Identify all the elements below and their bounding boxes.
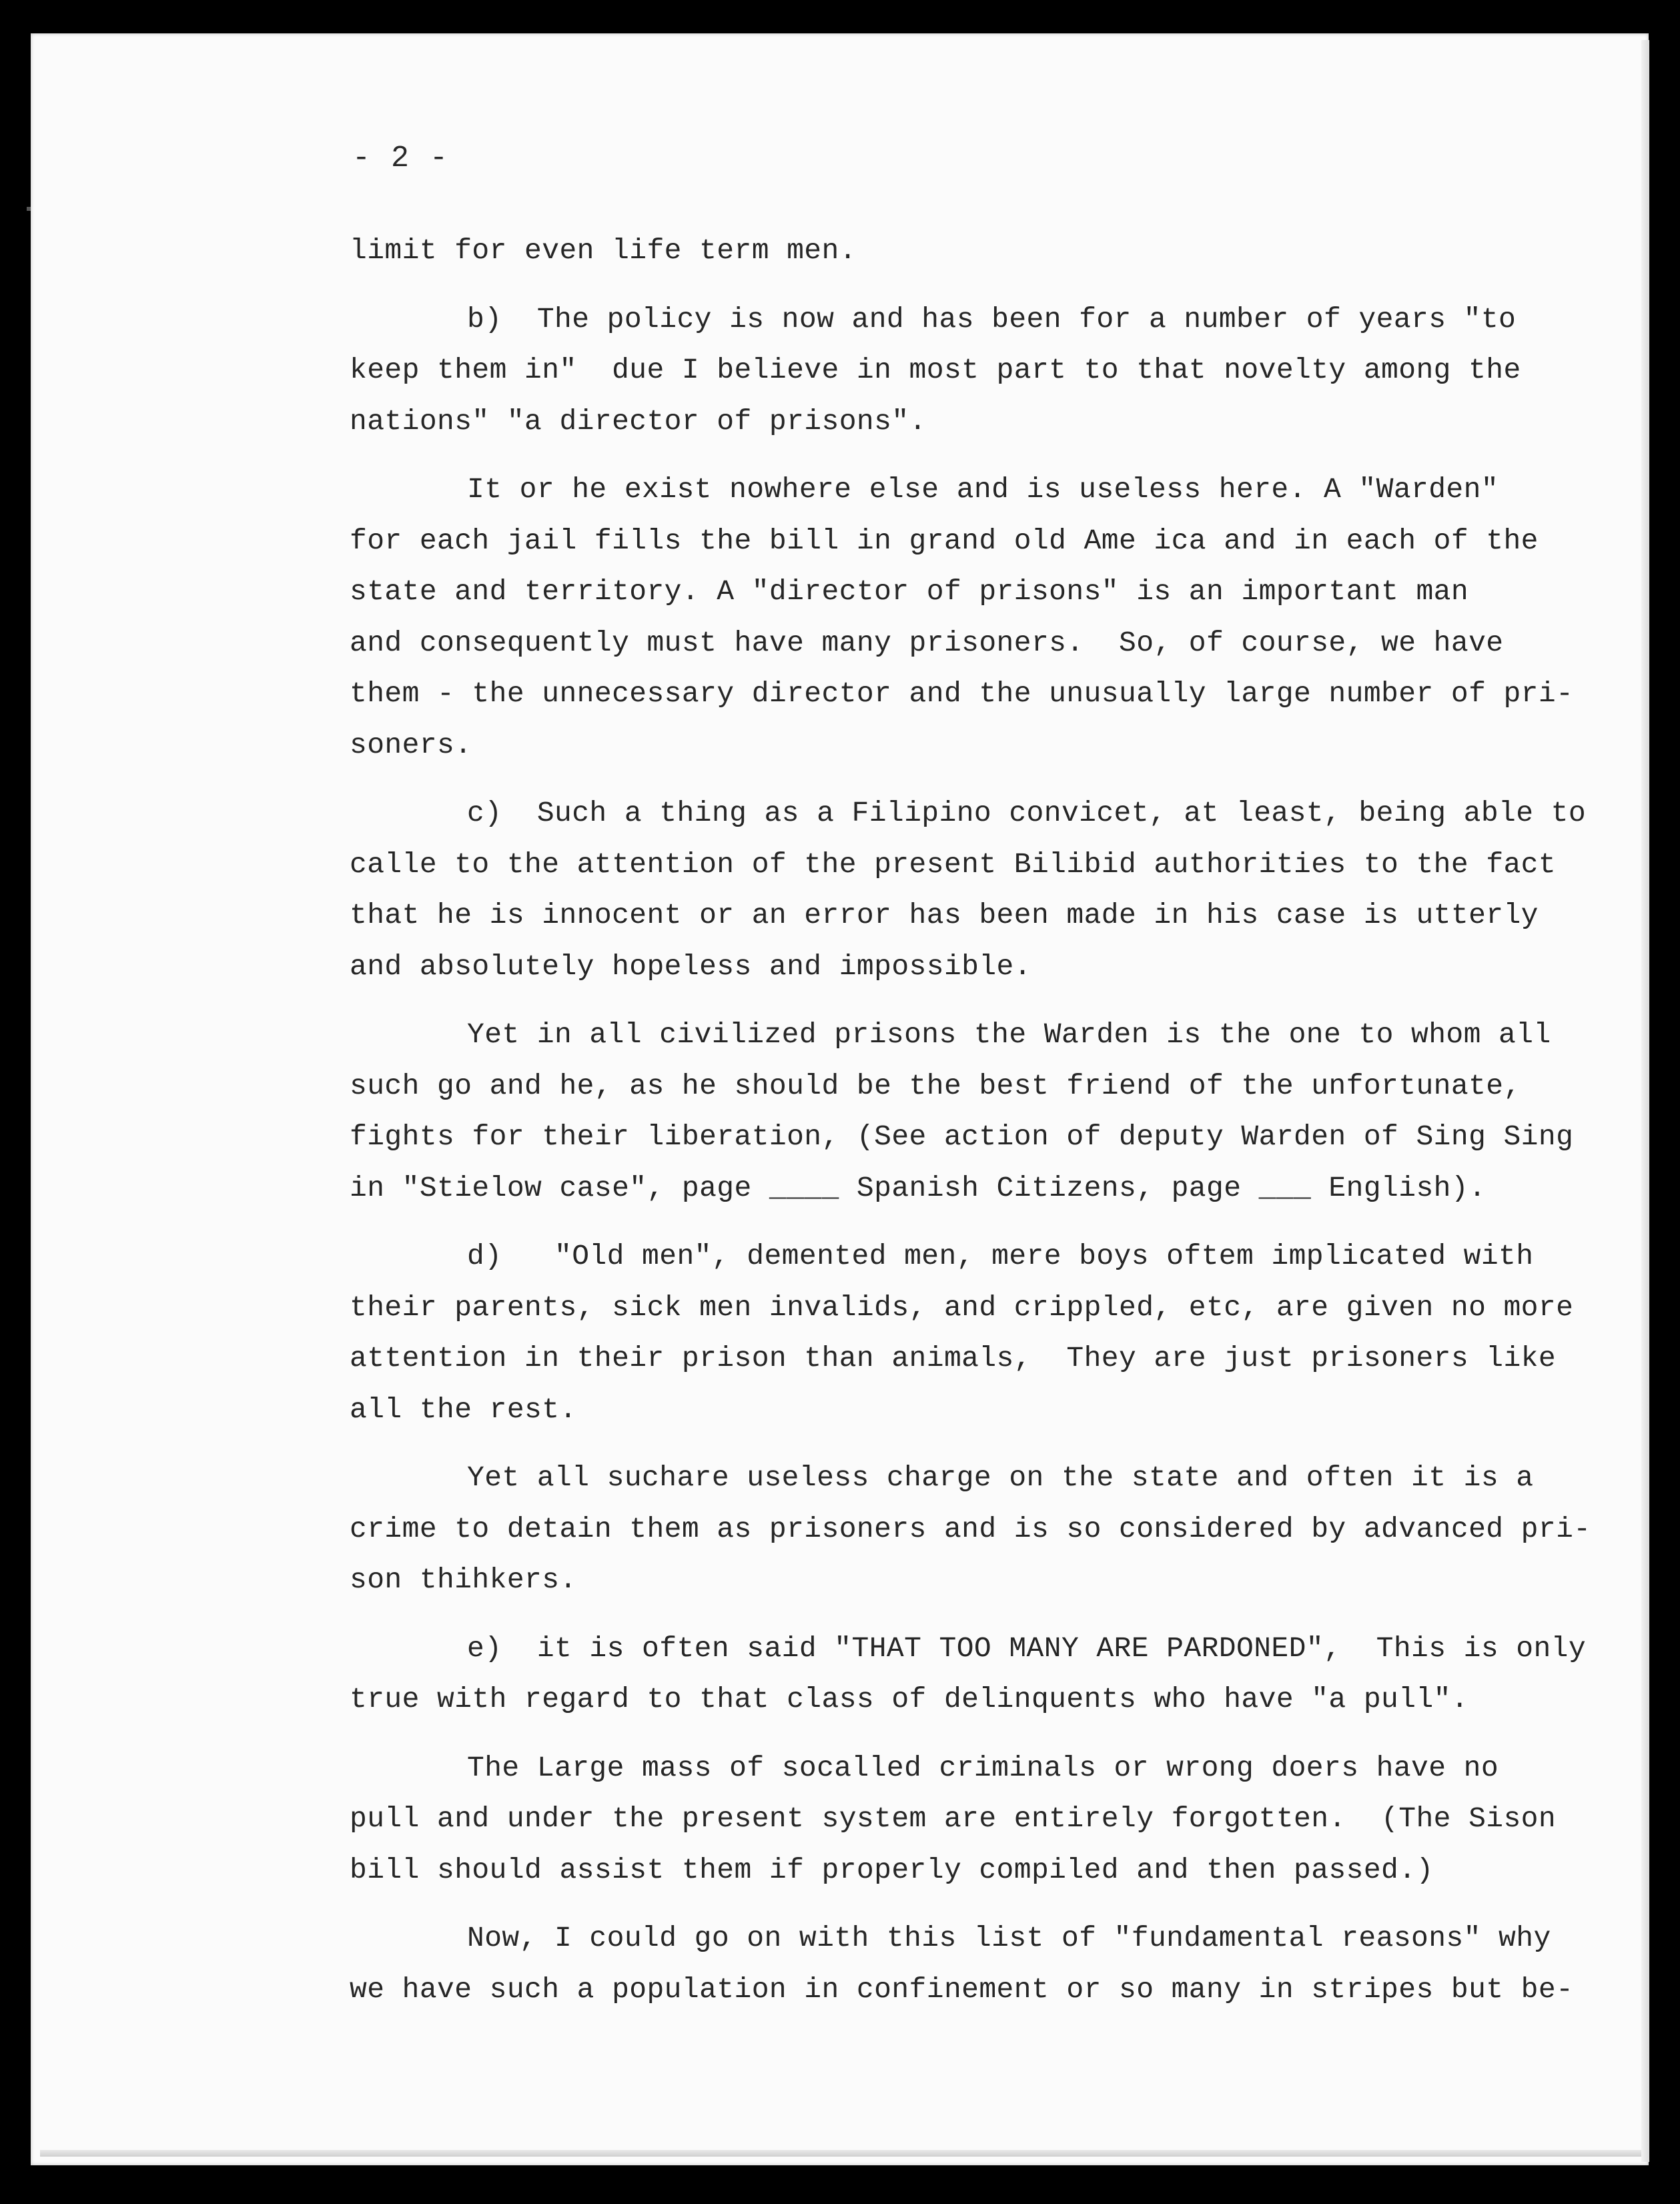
- text-line: their parents, sick men invalids, and crippled, etc, are given no more: [350, 1291, 1574, 1324]
- paragraph: [350, 1010, 1574, 1214]
- paragraph: [350, 464, 1574, 771]
- text-line: that he is innocent or an error has been made in his case is utterly: [350, 899, 1539, 932]
- text-line: for each jail fills the bill in grand old Ame ica and in each of the: [350, 524, 1539, 557]
- paragraph-gap: [350, 277, 1551, 294]
- text-line: son thihkers.: [350, 1563, 577, 1596]
- text-line: true with regard to that class of delinquents who have "a pull".: [350, 1683, 1469, 1716]
- text-line: limit for even life term men.: [350, 234, 857, 267]
- page-edge-right: [1641, 40, 1649, 2162]
- paragraph-gap: [350, 1726, 1551, 1743]
- text-line: such go and he, as he should be the best friend of the unfortunate,: [350, 1069, 1521, 1102]
- paragraph: [350, 294, 1551, 448]
- text-line: all the rest.: [350, 1393, 577, 1426]
- text-line: e) it is often said "THAT TOO MANY ARE PARDONED", This is only: [467, 1631, 1587, 1665]
- text-line: It or he exist nowhere else and is useless here. A "Warden": [467, 473, 1499, 506]
- paragraph-gap: [350, 1896, 1551, 1913]
- paragraph-gap: [350, 1606, 1551, 1623]
- paragraph-gap: [350, 992, 1551, 1010]
- text-line: and absolutely hopeless and impossible.: [350, 950, 1031, 983]
- text-line: Yet all suchare useless charge on the state and often it is a: [467, 1461, 1534, 1494]
- page-edge-bottom: [40, 2150, 1641, 2157]
- text-line: keep them in" due I believe in most part to that novelty among the: [350, 354, 1521, 386]
- paragraph: [350, 1913, 1574, 2015]
- paragraph-gap: [350, 1435, 1551, 1453]
- text-line: fights for their liberation, (See action of deputy Warden of Sing Sing: [350, 1120, 1574, 1153]
- paragraph: [350, 1623, 1587, 1726]
- paragraph-gap: [350, 447, 1551, 464]
- paragraph: [350, 1743, 1557, 1896]
- text-line: d) "Old men", demented men, mere boys oftem implicated with: [467, 1240, 1534, 1272]
- text-line: c) Such a thing as a Filipino convicet, at least, being able to: [467, 797, 1587, 829]
- text-line: Yet in all civilized prisons the Warden is the one to whom all: [467, 1018, 1551, 1051]
- text-line: The Large mass of socalled criminals or wrong doers have no: [467, 1751, 1499, 1784]
- text-line: bill should assist them if properly compiled and then passed.): [350, 1853, 1434, 1886]
- paragraph: [350, 788, 1587, 992]
- paragraph-gap: [350, 1214, 1551, 1231]
- document-body: [350, 226, 1591, 2015]
- paragraph: [350, 226, 1551, 277]
- text-line: nations" "a director of prisons".: [350, 404, 927, 438]
- text-line: state and territory. A "director of prisons" is an important man: [350, 575, 1469, 608]
- text-line: attention in their prison than animals, They are just prisoners like: [350, 1342, 1557, 1375]
- text-line: calle to the attention of the present Bilibid authorities to the fact: [350, 847, 1557, 881]
- text-line: b) The policy is now and has been for a number of years "to: [467, 302, 1517, 336]
- text-line: soners.: [350, 728, 472, 761]
- text-line: we have such a population in confinement or so many in stripes but be-: [350, 1972, 1574, 2006]
- paragraph: [350, 1453, 1591, 1606]
- paragraph-gap: [350, 771, 1551, 788]
- paragraph: [350, 1231, 1574, 1435]
- text-line: pull and under the present system are entirely forgotten. (The Sison: [350, 1802, 1557, 1835]
- page-number: - 2 -: [352, 141, 450, 175]
- text-line: Now, I could go on with this list of "fundamental reasons" why: [467, 1922, 1551, 1954]
- text-line: in "Stielow case", page ____ Spanish Citizens, page ___ English).: [350, 1171, 1487, 1204]
- text-line: crime to detain them as prisoners and is so considered by advanced pri-: [350, 1512, 1591, 1545]
- text-line: and consequently must have many prisoners. So, of course, we have: [350, 626, 1504, 659]
- margin-speck: [27, 207, 31, 211]
- text-line: them - the unnecessary director and the unusually large number of pri-: [350, 677, 1574, 710]
